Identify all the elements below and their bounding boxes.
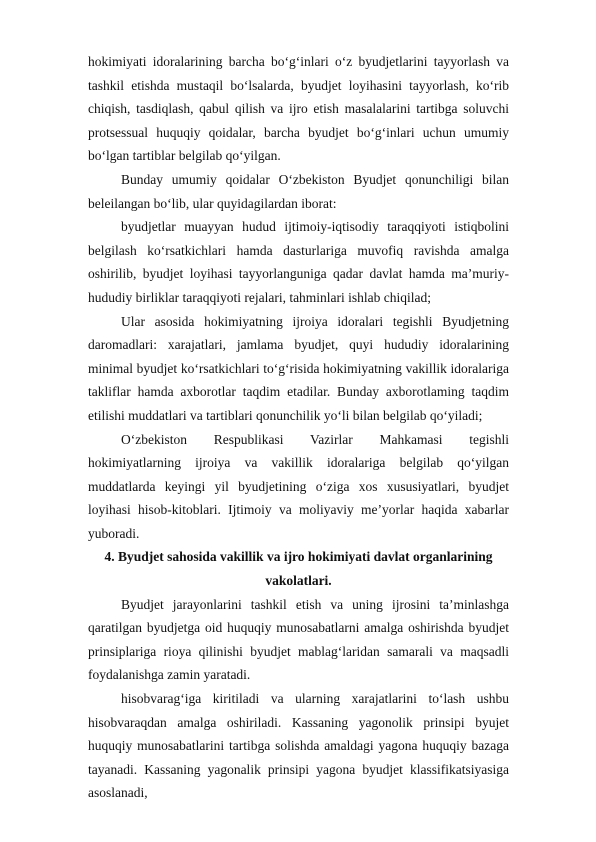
paragraph-4: Ular asosida hokimiyatning ijroiya idoralari tegishli Byudjetning daromadlari: xarajatlari, jamlama byudjet, quyi hududiy idoralarining minimal byudjet ko‘rsatkichlari to‘g‘risida hokimiyatning vakillik idoralariga takliflar hamda axborotlar taqdim etadilar. Bunday axborotlaming taqdim etilishi muddatlari va tartiblari qonunchilik yo‘li bilan belgilab qo‘yiladi; xyxy=(88,313,509,423)
paragraph-1: hokimiyati idoralarining barcha bo‘g‘inlari o‘z byudjetlarini tayyorlash va tashkil etishda mustaqil bo‘lsalarda, byudjet loyihasini tayyorlash, ko‘rib chiqish, tasdiqlash, qabul qilish va ijro etish masalalarini tartibga soluvchi protsessual huquqiy qoidalar, barcha byudjet bo‘g‘inlari uchun umumiy bo‘lgan tartiblar belgilab qo‘yilgan. xyxy=(88,54,509,164)
paragraph-2: Bunday umumiy qoidalar O‘zbekiston Byudjet qonunchiligi bilan beleilangan bo‘lib, ular quyidagilardan iborat: xyxy=(88,171,509,211)
paragraph-5: O‘zbekiston Respublikasi Vazirlar Mahkamasi tegishli hokimiyatlarning ijroiya va vakillik idoralariga belgilab qo‘yilgan muddatlarda keyingi yil byudjetining o‘ziga xos xususiyatlari, byudjet loyihasi hisob-kitoblari. Ijtimoiy va moliyaviy me’yorlar haqida xabarlar yuboradi. xyxy=(88,431,509,541)
paragraph-6: Byudjet jarayonlarini tashkil etish va uning ijrosini ta’minlashga qaratilgan byudjetga oid huquqiy munosabatlarni amalga oshirishda byudjet prinsiplariga rioya qilinishi byudjet mablag‘laridan samarali va maqsadli foydalanishga zamin yaratadi. xyxy=(88,596,509,683)
section-heading: 4. Byudjet sahosida vakillik va ijro hokimiyati davlat organlarining vakolatlari. xyxy=(104,549,493,589)
paragraph-3: byudjetlar muayyan hudud ijtimoiy-iqtisodiy taraqqiyoti istiqbolini belgilash ko‘rsatkichlari hamda dasturlariga muvofiq ravishda amalga oshirilib, byudjet loyihasi tayyorlanguniga qadar davlat hamda ma’muriy-hududiy birliklar taraqqiyoti rejalari, tahminlari ishlab chiqilad; xyxy=(88,219,509,305)
document-body xyxy=(88,50,509,805)
paragraph-7: hisobvarag‘iga kiritiladi va ularning xarajatlarini to‘lash ushbu hisobvaraqdan amalga oshiriladi. Kassaning yagonolik prinsipi byujet huquqiy munosabatlarini tartibga solishda amaldagi yagona huquqiy bazaga tayanadi. Kassaning yagonalik prinsipi yagona byudjet klassifikatsiyasiga asoslanadi, xyxy=(88,691,509,801)
